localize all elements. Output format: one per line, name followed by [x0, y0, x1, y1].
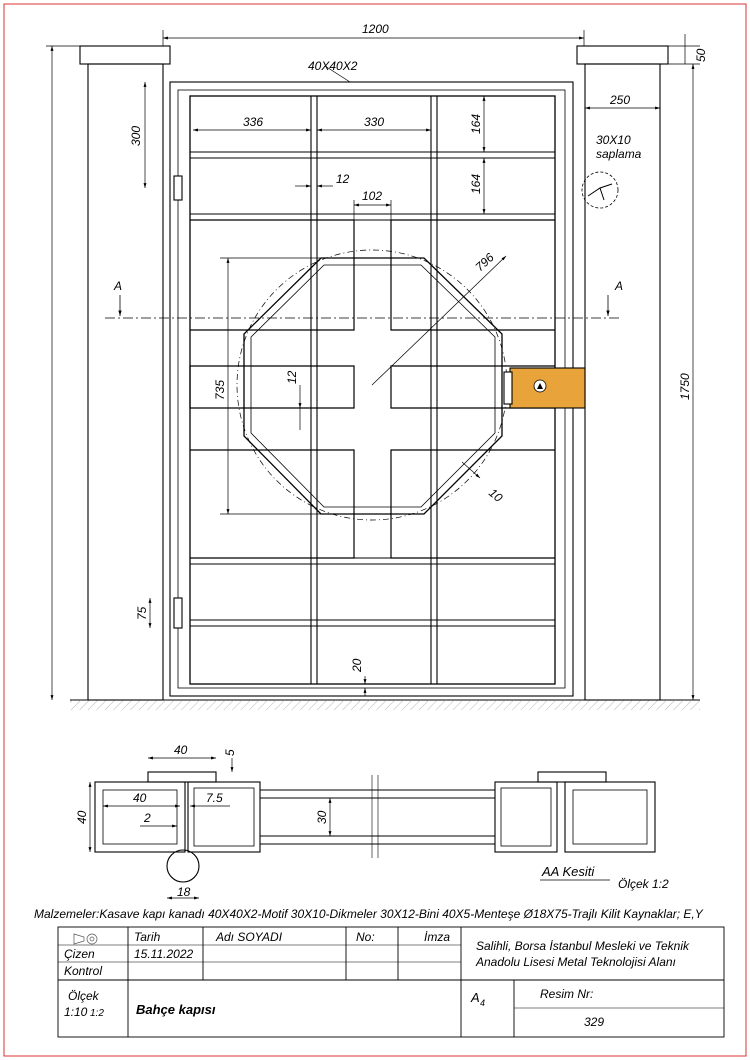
dim-cap-height: 50	[694, 48, 708, 62]
left-post	[88, 64, 163, 700]
tb-tarih-label: Tarih	[134, 930, 161, 944]
tb-no-label: No:	[356, 930, 375, 944]
dim-frame-profile: 40X40X2	[308, 59, 358, 73]
dim-octagon: 796	[472, 250, 497, 275]
tb-scale-sub: 1:2	[90, 1008, 104, 1019]
dim-total-height: 1750	[678, 373, 692, 400]
tb-school-line1: Salihli, Borsa İstanbul Mesleki ve Teknik	[476, 939, 689, 953]
tb-scale-main: 1:10	[64, 1005, 88, 1019]
tb-resim-no: 329	[584, 1015, 605, 1029]
dim-gap-102: 102	[362, 189, 383, 203]
tb-olcek-label: Ölçek	[68, 989, 99, 1003]
section-mark-right: A	[615, 279, 624, 293]
dim-col-left: 336	[243, 115, 264, 129]
dim-post-width: 250	[610, 93, 631, 107]
sec-dim-5: 5	[223, 749, 237, 756]
tb-kontrol-label: Kontrol	[64, 964, 103, 978]
section-scale: Ölçek 1:2	[618, 877, 669, 891]
section-mark-left: A	[114, 279, 123, 293]
dim-col-mid: 330	[364, 115, 385, 129]
tb-school-line2: Anadolu Lisesi Metal Teknolojisi Alanı	[476, 955, 676, 969]
tb-imza-label: İmza	[424, 930, 451, 944]
sheet-border	[4, 4, 746, 1056]
sec-dim-7-5: 7.5	[206, 791, 223, 805]
sec-dim-40-inner: 40	[133, 791, 147, 805]
tb-adi-label: Adı SOYADI	[216, 930, 283, 944]
tb-paper-sub: 4	[480, 998, 486, 1008]
sec-dim-18: 18	[177, 885, 191, 899]
dim-height-735: 735	[213, 379, 227, 400]
dim-hinge-75: 75	[135, 606, 149, 620]
left-post-cap	[80, 46, 170, 64]
sec-dim-2: 2	[144, 811, 151, 825]
section-title: AA Kesiti	[542, 864, 595, 879]
tb-cizen-label: Çizen	[64, 947, 95, 961]
dim-saplama-label: saplama	[596, 147, 642, 161]
hinge-top	[174, 176, 182, 200]
octagon-motif	[244, 258, 502, 514]
dim-row-top: 164	[469, 113, 483, 134]
tb-drawing-title: Bahçe kapısı	[136, 1002, 216, 1017]
lock	[510, 368, 585, 408]
dim-top-offset: 300	[129, 125, 143, 146]
dim-gap-12: 12	[336, 172, 350, 186]
sec-dim-40-top: 40	[174, 743, 188, 757]
hinge-pin	[167, 850, 199, 882]
tb-date: 15.11.2022	[134, 947, 194, 961]
sec-dim-30: 30	[315, 810, 329, 824]
sec-dim-40-height: 40	[75, 810, 89, 824]
tb-paper-size: A	[471, 990, 480, 1005]
dim-bottom-gap: 20	[350, 658, 364, 672]
dim-overall-width: 1200	[362, 22, 389, 36]
dim-bar-12: 12	[285, 370, 299, 384]
dim-row-second: 164	[469, 173, 483, 194]
lock-icon	[534, 380, 546, 392]
right-post-cap	[577, 46, 668, 64]
materials-line: Malzemeler:Kasave kapı kanadı 40X40X2-Motif 30X10-Dikmeler 30X12-Bini 40X5-Menteşe Ø18X75-Trajlı Kilit Kaynaklar; E,Y	[34, 907, 703, 921]
tb-resim-label: Resim Nr:	[540, 987, 594, 1001]
dim-saplama: 30X10	[596, 133, 631, 147]
projection-symbol-icon	[74, 934, 97, 944]
dim-thick-10: 10	[486, 485, 506, 505]
hinge-bottom	[174, 598, 182, 628]
